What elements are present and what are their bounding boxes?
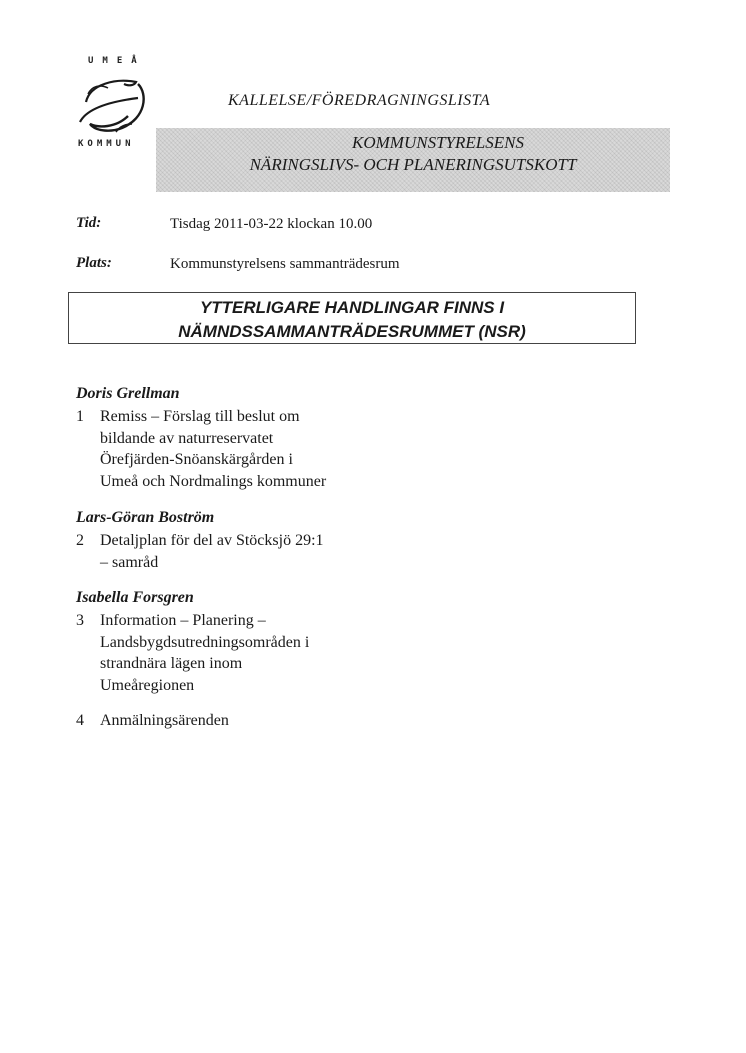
agenda-item-line: Information – Planering – bbox=[100, 612, 266, 629]
logo-bottom-text: KOMMUN bbox=[78, 139, 135, 149]
agenda-item-line: Landsbygdsutredningsområden i bbox=[100, 633, 310, 651]
agenda-item-line: Umeå och Nordmalings kommuner bbox=[100, 472, 327, 490]
time-label: Tid: bbox=[76, 215, 102, 231]
agenda-item-line: Anmälningsärenden bbox=[100, 712, 229, 729]
agenda-item-number: 1 bbox=[76, 408, 84, 425]
speaker-name: Isabella Forsgren bbox=[76, 589, 194, 606]
document-type-heading: KALLELSE/FÖREDRAGNINGSLISTA bbox=[228, 92, 491, 109]
agenda-item-text bbox=[100, 406, 326, 492]
time-value: Tisdag 2011-03-22 klockan 10.00 bbox=[170, 216, 373, 232]
committee-line-1: KOMMUNSTYRELSENS bbox=[352, 133, 524, 152]
agenda-item-line: Umeåregionen bbox=[100, 676, 195, 694]
agenda-item-line: Remiss – Förslag till beslut om bbox=[100, 408, 300, 425]
notice-line-1: YTTERLIGARE HANDLINGAR FINNS I bbox=[199, 298, 505, 317]
place-value: Kommunstyrelsens sammanträdesrum bbox=[170, 256, 400, 272]
notice-line-2: NÄMNDSSAMMANTRÄDESRUMMET (NSR) bbox=[178, 322, 526, 341]
speaker-name: Lars-Göran Boström bbox=[76, 509, 215, 526]
logo-top-text: UMEÅ bbox=[88, 56, 146, 66]
agenda-item-number: 4 bbox=[76, 712, 84, 729]
committee-banner bbox=[156, 128, 670, 192]
agenda-item-line: Örefjärden-Snöanskärgården i bbox=[100, 451, 293, 468]
agenda-item-line: strandnära lägen inom bbox=[100, 655, 243, 672]
agenda-item-text bbox=[100, 710, 229, 732]
notice-box bbox=[68, 292, 636, 344]
agenda-item-text bbox=[100, 530, 324, 573]
committee-line-2: NÄRINGSLIVS- OCH PLANERINGSUTSKOTT bbox=[249, 155, 577, 174]
agenda-item-text bbox=[100, 610, 309, 696]
agenda-item-line: – samråd bbox=[100, 553, 159, 571]
umea-leaf-logo-icon bbox=[76, 72, 156, 138]
agenda-item-number: 2 bbox=[76, 532, 84, 549]
place-label: Plats: bbox=[76, 255, 112, 271]
agenda-item-line: Detaljplan för del av Stöcksjö 29:1 bbox=[100, 532, 324, 549]
agenda-item-line: bildande av naturreservatet bbox=[100, 429, 274, 447]
speaker-name: Doris Grellman bbox=[76, 385, 180, 402]
agenda-item-number: 3 bbox=[76, 612, 84, 629]
